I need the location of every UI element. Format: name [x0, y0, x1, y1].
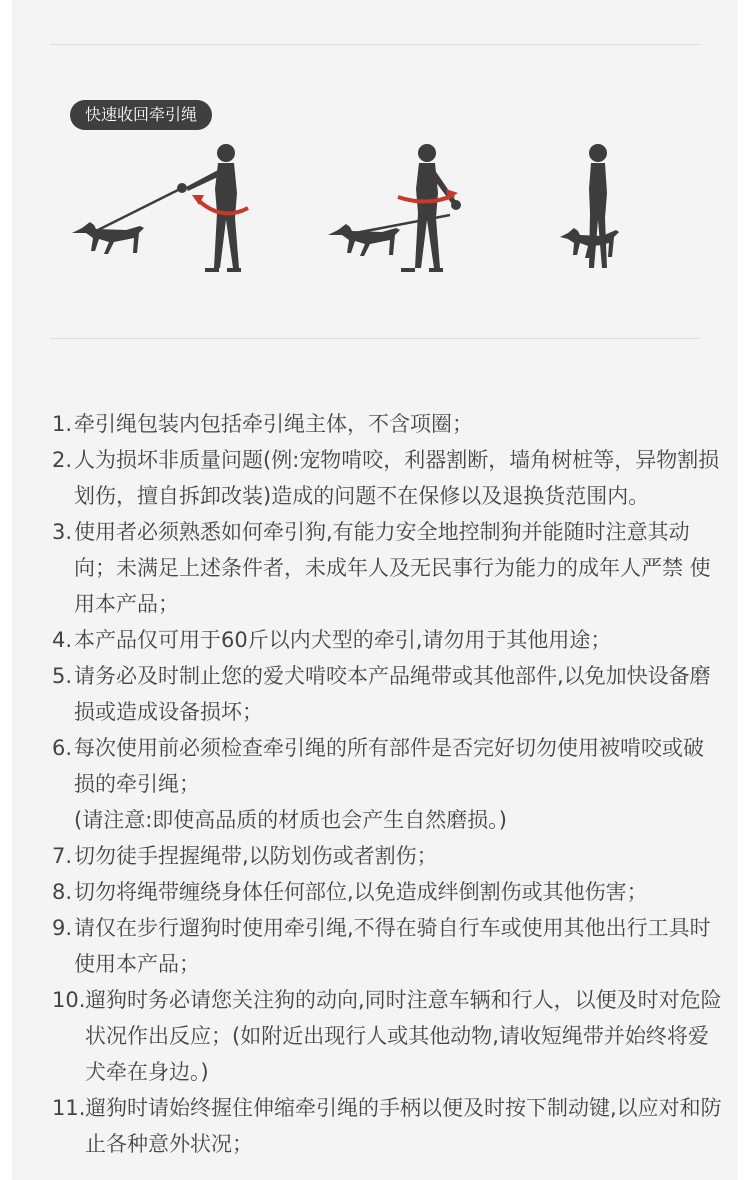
note-number: 5.: [52, 664, 73, 688]
note-subnote: [52, 802, 722, 838]
note-item: [52, 658, 722, 730]
person-walking-dog-extended-leash-icon: [72, 144, 241, 272]
note-text: 切勿徒手捏握绳带,以防划伤或者割伤；: [74, 844, 438, 868]
note-number: 7.: [52, 844, 73, 868]
note-number: 8.: [52, 880, 73, 904]
divider-middle: [50, 338, 700, 339]
note-number: 4.: [52, 628, 73, 652]
retract-leash-badge: 快速收回牵引绳: [70, 100, 212, 130]
note-item: [52, 838, 722, 874]
leash-illustration: [60, 135, 700, 280]
person-standing-dog-close-icon: [560, 144, 619, 268]
divider-top: [50, 44, 700, 45]
note-text: 每次使用前必须检查牵引绳的所有部件是否完好切勿使用被啃咬或破损的牵引绳；: [74, 736, 704, 796]
note-text: 本产品仅可用于60斤以内犬型的牵引,请勿用于其他用途；: [74, 628, 612, 652]
note-text: 请务必及时制止您的爱犬啃咬本产品绳带或其他部件,以免加快设备磨损或造成设备损坏；: [74, 664, 711, 724]
note-item: [52, 442, 722, 514]
note-number: 3.: [52, 520, 73, 544]
note-number: 1.: [52, 412, 73, 436]
note-number: 6.: [52, 736, 73, 760]
safety-notes-list: [52, 406, 722, 1162]
note-text: 遛狗时请始终握住伸缩牵引绳的手柄以便及时按下制动键,以应对和防止各种意外状况；: [85, 1096, 722, 1156]
note-text: 切勿将绳带缠绕身体任何部位,以免造成绊倒割伤或其他伤害；: [74, 880, 648, 904]
note-item: [52, 406, 722, 442]
note-text: 牵引绳包装内包括牵引绳主体，不含项圈；: [74, 412, 473, 436]
note-item: [52, 730, 722, 802]
note-item: [52, 982, 722, 1090]
note-number: 2.: [52, 448, 73, 472]
note-item: [52, 1090, 722, 1162]
note-item: [52, 874, 722, 910]
note-text: (请注意:即使高品质的材质也会产生自然磨损。): [74, 808, 507, 832]
note-text: 请仅在步行遛狗时使用牵引绳,不得在骑自行车或使用其他出行工具时使用本产品；: [74, 916, 711, 976]
note-item: [52, 910, 722, 982]
note-item: [52, 622, 722, 658]
note-item: [52, 514, 722, 622]
note-text: 人为损坏非质量问题(例:宠物啃咬，利器割断，墙角树桩等，异物割损划伤，擅自拆卸改装)造成的问题不在保修以及退换货范围内。: [74, 448, 720, 508]
note-text: 遛狗时务必请您关注狗的动向,同时注意车辆和行人，以便及时对危险状况作出反应；(如附近出现行人或其他动物,请收短绳带并始终将爱犬牵在身边。): [85, 988, 722, 1084]
note-number: 11.: [52, 1096, 86, 1120]
note-number: 9.: [52, 916, 73, 940]
person-retracting-leash-icon: [328, 144, 461, 272]
note-number: 10.: [52, 988, 86, 1012]
note-text: 使用者必须熟悉如何牵引狗,有能力安全地控制狗并能随时注意其动向；未满足上述条件者，未成年人及无民事行为能力的成年人严禁 使用本产品；: [74, 520, 711, 616]
